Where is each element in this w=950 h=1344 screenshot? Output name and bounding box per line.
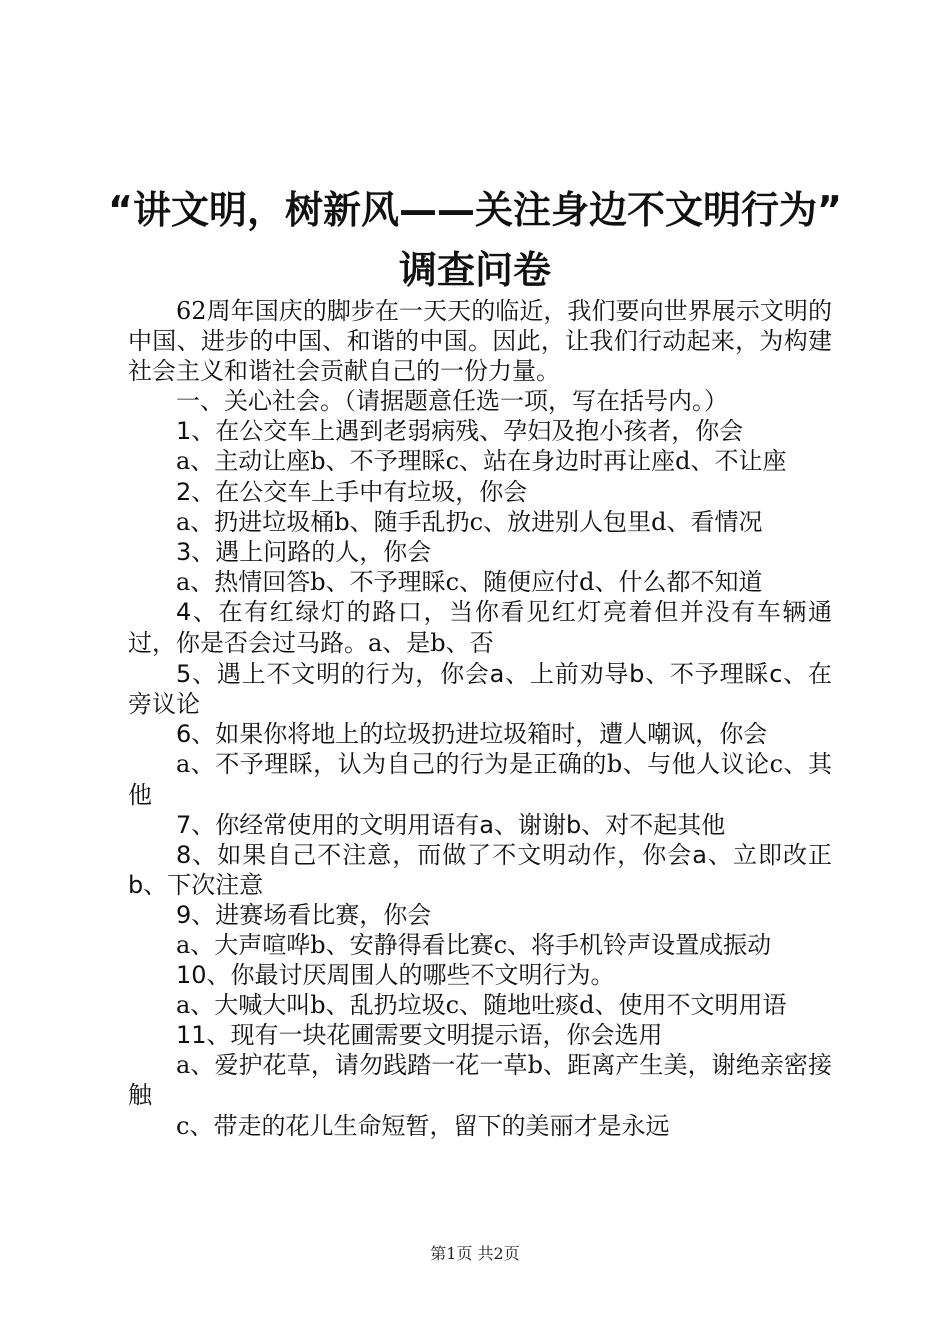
- answer-options-10: a、大喊大叫b、乱扔垃圾c、随地吐痰d、使用不文明用语: [176, 991, 787, 1020]
- question-9: 9、进赛场看比赛，你会: [176, 900, 432, 929]
- question-5: 5、遇上不文明的行为，你会a、上前劝导b、不予理睬c、在旁议论: [128, 660, 832, 719]
- document-title-line2: 调查问卷: [398, 248, 551, 292]
- question-3: 3、遇上问路的人，你会: [176, 537, 432, 566]
- question-2: 2、在公交车上手中有垃圾，你会: [176, 477, 528, 506]
- document-body: [128, 296, 832, 1141]
- question-4-paragraph: [128, 597, 832, 659]
- answer-options-3: a、热情回答b、不予理睬c、随便应付d、什么都不知道: [176, 567, 763, 596]
- answer-options-6: a、不予理睬，认为自己的行为是正确的b、与他人议论c、其他: [128, 750, 832, 809]
- intro-paragraph: 62周年国庆的脚步在一天天的临近，我们要向世界展示文明的中国、进步的中国、和谐的中国。因此，让我们行动起来，为构建社会主义和谐社会贡献自己的一份力量。: [128, 297, 832, 386]
- question-4: 4、在有红绿灯的路口，当你看见红灯亮着但并没有车辆通过，你是否会过马路。: [128, 597, 832, 658]
- answer-options-2: a、扔进垃圾桶b、随手乱扔c、放进别人包里d、看情况: [176, 507, 763, 536]
- answer-options-11-c: c、带走的花儿生命短暂，留下的美丽才是永远: [176, 1111, 670, 1140]
- question-10: 10、你最讨厌周围人的哪些不文明行为。: [176, 961, 615, 990]
- question-8: 8、如果自己不注意，而做了不文明动作，你会a、立即改正b、下次注意: [128, 840, 832, 899]
- section-heading: 一、关心社会。（请据题意任选一项，写在括号内。）: [176, 387, 728, 416]
- answer-options-9: a、大声喧哗b、安静得看比赛c、将手机铃声设置成振动: [176, 930, 772, 959]
- document-title-line1: “讲文明，树新风——关注身边不文明行为”: [108, 188, 842, 232]
- page-number-footer: 第1页 共2页: [430, 1244, 520, 1263]
- question-6: 6、如果你将地上的垃圾扔进垃圾箱时，遭人嘲讽，你会: [176, 720, 768, 749]
- answer-options-4: a、是b、否: [368, 629, 494, 658]
- question-7: 7、你经常使用的文明用语有a、谢谢b、对不起其他: [176, 810, 726, 839]
- question-11: 11、现有一块花圃需要文明提示语，你会选用: [176, 1021, 663, 1050]
- answer-options-1: a、主动让座b、不予理睬c、站在身边时再让座d、不让座: [176, 447, 787, 476]
- answer-options-11: a、爱护花草，请勿践踏一花一草b、距离产生美，谢绝亲密接触: [128, 1051, 832, 1110]
- question-1: 1、在公交车上遇到老弱病残、孕妇及抱小孩者，你会: [176, 417, 744, 446]
